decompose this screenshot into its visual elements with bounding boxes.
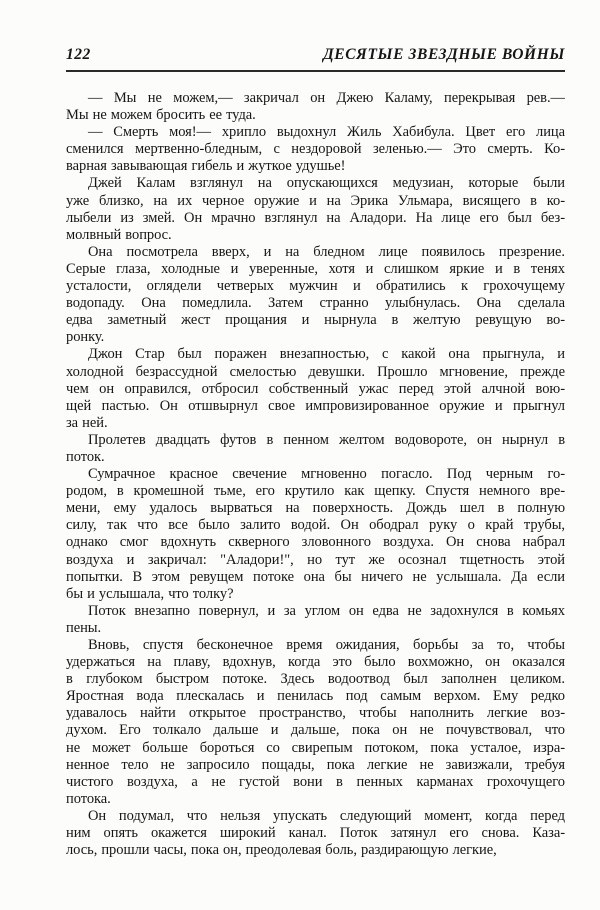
text-line: попытки. В этом ревущем потоке она бы ничего не услышала. Да если [66,568,565,585]
text-line: — Смерть моя!— хрипло выдохнул Жиль Хабибула. Цвет его лица [88,124,565,141]
text-line: холодной безрассудной смелостью девушки. Прошло мгновение, прежде [66,363,565,380]
text-line: Он подумал, что нельзя упускать следующий момент, когда перед [88,807,565,824]
text-line: Поток внезапно повернул, и за углом он едва не задохнулся в комьях [88,602,565,619]
text-line: щей пастью. Он отшвырнул свое импровизированное оружие и прыгнул [66,397,565,414]
paragraph [66,244,565,347]
text-line: ненное тело не запросило пощады, пока легкие не завизжали, требуя [66,756,565,773]
text-line: молвный вопрос. [66,226,172,243]
text-line: чем он оправился, отбросил собственный ужас перед этой алчной вою- [66,380,565,397]
text-line: сменился мертвенно-бледным, с нездоровой зеленью.— Это смерть. Ко- [66,141,565,158]
text-line: Яростная вода плескалась и пенилась под самым верхом. Ему редко [66,688,565,705]
text-line: пены. [66,619,102,636]
text-line: духом. Его толкало дальше и дальше, пока он не почувствовал, что [66,722,565,739]
text-line: за ней. [66,414,108,431]
text-line: усталости, оглядели четверых мужчин и обратились к грохочущему [66,278,565,295]
text-line: ним опять окажется широкий канал. Поток затянул его снова. Каза- [66,825,565,842]
paragraph [66,603,565,637]
text-line: Пролетев двадцать футов в пенном желтом водовороте, он нырнул в [88,431,565,448]
text-line: Вновь, спустя бесконечное время ожидания, борьбы за то, чтобы [88,637,565,653]
page-body [66,90,565,859]
text-line: в глубоком быстром потоке. Здесь водоотвод был заполнен целиком. [66,671,565,688]
text-line: лыбели из змей. Он мрачно взглянул на Аладори. На лице его был без- [66,209,565,226]
text-line: едва заметный жест прощания и нырнула в желтую ревущую во- [66,312,565,329]
paragraph [66,175,565,243]
text-line: однако смог вдохнуть скверного зловонного воздуха. Он снова набрал [66,534,565,551]
text-line: лось, прошли часы, пока он, преодолевая боль, раздирающую легкие, [66,842,497,859]
text-line: силу, так что все было залито водой. Он ободрал руку о край трубы, [66,517,565,534]
text-line: поток. [66,448,105,465]
text-line: Она посмотрела вверх, и на бледном лице появилось презрение. [88,243,565,260]
paragraph [66,346,565,431]
text-line: Серые глаза, холодные и уверенные, хотя и слишком яркие и в тенях [66,260,565,277]
text-line: воздуха и закричал: "Аладори!", но тут же осознал тщетность этой [66,551,565,568]
page-number: 122 [66,46,91,63]
text-line: — Мы не можем,— закричал он Джею Каламу, перекрывая рев.— [88,90,565,106]
text-line: водопаду. Она помедлила. Затем странно улыбнулась. Она сделала [66,295,565,312]
paragraph [66,124,565,175]
text-line: Мы не можем бросить ее туда. [66,107,256,124]
text-line: Джей Калам взглянул на опускающихся медузиан, которые были [88,175,565,192]
text-line: чистого воздуха, а не густой вони в пенных карманах грохочущего [66,773,565,790]
paragraph [66,637,565,808]
text-line: потока. [66,790,111,807]
text-line: мени, ему удалось вырваться на поверхность. Дождь шел в полную [66,500,565,517]
paragraph [66,432,565,466]
text-line: ронку. [66,329,105,346]
page-header [66,46,565,64]
text-line: удавалось найти открытое пространство, чтобы наполнить легкие воз- [66,705,565,722]
text-line: родом, в кромешной тьме, его крутило как щепку. Спустя немного вре- [66,483,565,500]
text-line: удержаться на плаву, вдохнув, когда это было вохможно, он оказался [66,654,565,671]
text-line: не может больше бороться со свирепым потоком, пока усталое, изра- [66,739,565,756]
text-line: Сумрачное красное свечение мгновенно погасло. Под черным го- [88,466,565,483]
text-line: Джон Стар был поражен внезапностью, с какой она прыгнула, и [88,346,565,363]
header-rule [66,70,565,72]
paragraph [66,90,565,124]
text-line: бы и услышала, что толку? [66,585,234,602]
text-line: уже близко, на их черное оружие и на Эрика Ульмара, висящего в ко- [66,192,565,209]
paragraph [66,466,565,603]
paragraph [66,808,565,859]
text-line: варная завывающая гибель и жуткое удушье! [66,158,346,175]
running-title: ДЕСЯТЫЕ ЗВЕЗДНЫЕ ВОЙНЫ [323,46,565,63]
